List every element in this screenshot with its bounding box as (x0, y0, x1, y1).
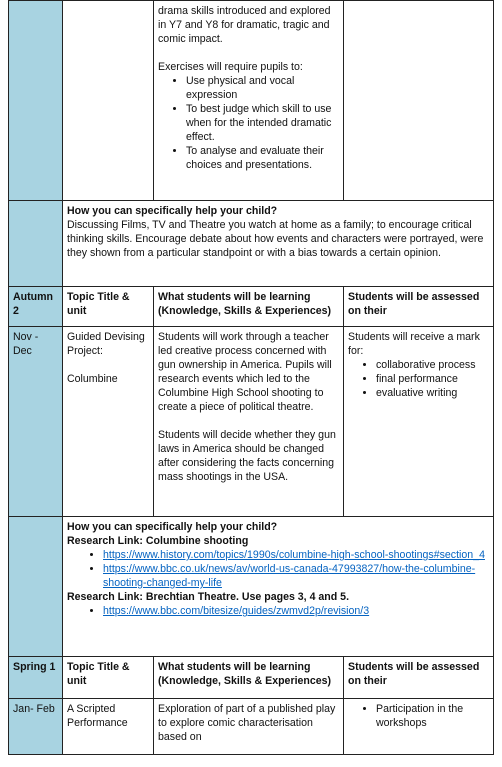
header-assessed: Students will be assessed on their (344, 657, 494, 699)
exercises-intro: Exercises will require pupils to: (158, 61, 303, 73)
research-link[interactable]: https://www.bbc.co.uk/news/av/world-us-canada-47993827/how-the-columbine-shooting-changed-my-life (103, 563, 476, 589)
assessment-cell (344, 699, 494, 755)
learning-intro: drama skills introduced and explored in Y7 and Y8 for dramatic, tragic and comic impact. (158, 5, 331, 45)
learning-cell (154, 327, 344, 517)
list-item: • Use physical and vocal expression (186, 74, 339, 102)
help-cell (63, 517, 494, 657)
header-topic: Topic Title & unit (63, 657, 154, 699)
research-links (67, 548, 489, 590)
term-cell (9, 201, 63, 287)
table-row (9, 699, 494, 755)
table-row (9, 657, 494, 699)
term-cell (9, 517, 63, 657)
curriculum-table (8, 0, 494, 755)
list-item: • To best judge which skill to use when for the intended dramatic effect. (186, 102, 339, 144)
term-cell (9, 1, 63, 201)
topic-cell (63, 327, 154, 517)
research-link[interactable]: https://www.bbc.com/bitesize/guides/zwmvd2p/revision/3 (103, 605, 370, 617)
research-heading: Research Link: Columbine shooting (67, 535, 249, 547)
list-item: • collaborative process (376, 358, 489, 372)
list-item (103, 548, 489, 562)
learning-cell: Exploration of part of a published play to explore comic characterisation based on (154, 699, 344, 755)
help-heading: How you can specifically help your child? (67, 205, 278, 217)
dates-cell: Nov - Dec (9, 327, 63, 517)
assessment-list (348, 358, 489, 400)
term-label-autumn-2: Autumn 2 (9, 287, 63, 327)
assessment-cell (344, 327, 494, 517)
list-item (103, 562, 489, 590)
topic-cell (63, 1, 154, 201)
table-row (9, 287, 494, 327)
table-row (9, 201, 494, 287)
assessment-intro: Students will receive a mark for: (348, 331, 480, 357)
table-row (9, 327, 494, 517)
assessment-list (348, 702, 489, 730)
list-item: • Participation in the workshops (376, 702, 489, 730)
table-row (9, 517, 494, 657)
dates-cell: Jan- Feb (9, 699, 63, 755)
header-learning: What students will be learning (Knowledge, Skills & Experiences) (154, 657, 344, 699)
research-heading: Research Link: Brechtian Theatre. Use pages 3, 4 and 5. (67, 591, 350, 603)
list-item (103, 604, 489, 618)
list-item: • evaluative writing (376, 386, 489, 400)
list-item: • final performance (376, 372, 489, 386)
learning-cell (154, 1, 344, 201)
help-cell (63, 201, 494, 287)
assessment-cell (344, 1, 494, 201)
help-heading: How you can specifically help your child? (67, 521, 278, 533)
topic-title: Guided Devising Project: (67, 331, 145, 357)
table-row (9, 1, 494, 201)
topic-cell: A Scripted Performance (63, 699, 154, 755)
learning-paragraph: Students will decide whether they gun laws in America should be changed after considering the facts concerning mass shootings in the USA. (158, 429, 336, 483)
header-assessed: Students will be assessed on their (344, 287, 494, 327)
research-link[interactable]: https://www.history.com/topics/1990s/columbine-high-school-shootings#section_4 (103, 549, 485, 561)
help-text: Discussing Films, TV and Theatre you watch at home as a family; to encourage critical thinking skills. Encourage debate about how events and characters were portrayed, were they shown from a particular standpoint or with a bias towards a certain opinion. (67, 219, 484, 259)
term-label-spring-1: Spring 1 (9, 657, 63, 699)
list-item: • To analyse and evaluate their choices and presentations. (186, 144, 339, 172)
topic-unit: Columbine (67, 373, 118, 385)
research-links (67, 604, 489, 618)
header-topic: Topic Title & unit (63, 287, 154, 327)
header-learning: What students will be learning (Knowledge, Skills & Experiences) (154, 287, 344, 327)
exercises-list (158, 74, 339, 172)
learning-paragraph: Students will work through a teacher led creative process concerned with gun ownership in America. Pupils will research events which led to the Columbine High School shooting to create a piece of political theatre. (158, 331, 332, 413)
